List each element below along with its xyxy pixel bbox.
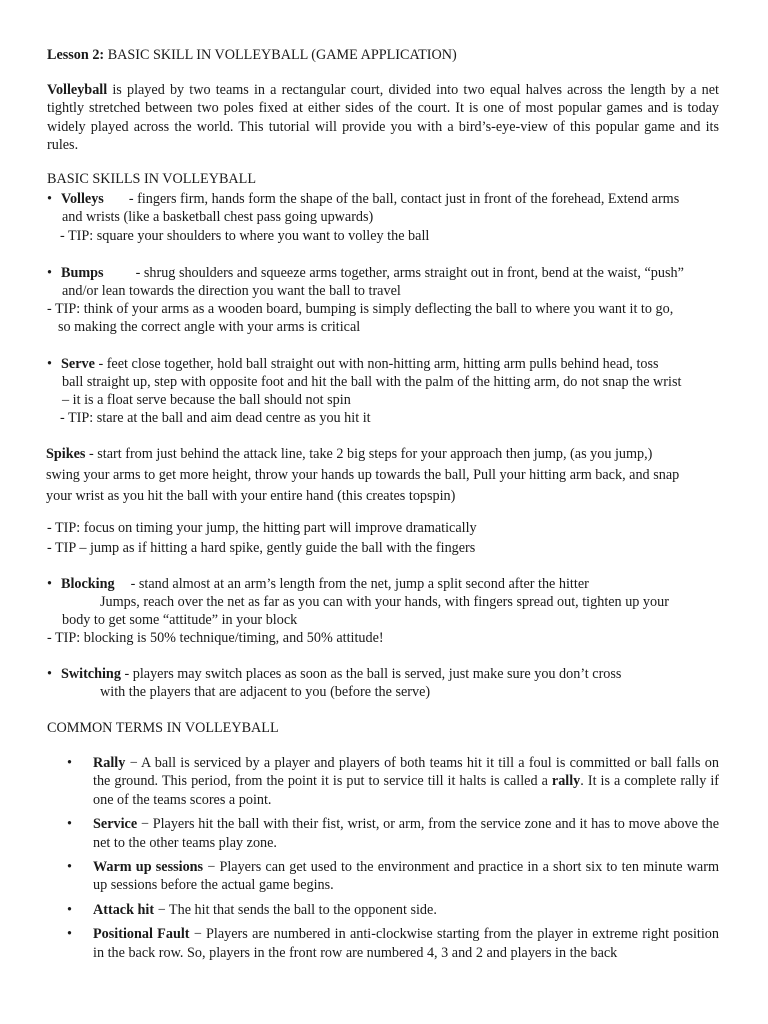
positional-term: Positional Fault [93,926,190,943]
blocking-line-2: Jumps, reach over the net as far as you can with your hands, with fingers spread out, tighten up your [100,594,669,610]
bullet-icon: • [47,576,52,592]
spikes-term: Spikes [46,446,86,462]
bumps-line-1: - shrug shoulders and squeeze arms together, arms straight out in front, bend at the waist, “push” [135,265,684,281]
switching-line-2: with the players that are adjacent to you (before the serve) [100,684,431,700]
volleys-line-2: and wrists (like a basketball chest pass going upwards) [62,209,374,225]
bumps-item [47,264,768,282]
service-term: Service [93,816,138,833]
lesson-title [47,46,768,64]
blocking-item [47,575,768,593]
term-service [67,815,719,852]
term-warmup [67,858,719,895]
rally-term: Rally [93,755,126,771]
service-text: − Players hit the ball with their fist, wrist, or arm, from the service zone and it has to move above the net to the other teams play zone. [93,816,719,851]
switching-item [47,665,768,683]
blocking-line-3: body to get some “attitude” in your block [62,612,298,628]
spikes-tip-2: - TIP – jump as if hitting a hard spike, gently guide the ball with the fingers [47,540,476,556]
intro-paragraph [47,81,719,155]
intro-term: Volleyball [47,82,108,98]
bullet-icon: • [67,859,72,876]
bullet-icon: • [67,755,72,771]
serve-tip: - TIP: stare at the ball and aim dead centre as you hit it [60,410,371,426]
intro-text: is played by two teams in a rectangular court, divided into two equal halves across the length by a net tightly stretched between two poles fixed at either sides of the court. It is one of most popular games and is today widely played across the world. This tutorial will provide you with a bird’s-eye-view of this popular game and its rules. [47,82,719,154]
term-rally [67,754,719,809]
bullet-icon: • [47,265,52,281]
rally-text-1: − A ball is serviced by a player and players of both teams hit it till a foul is committed or ball falls on the ground. This period, from the point it is put to service till it halts is called a [93,755,719,790]
basic-skills-heading: BASIC SKILLS IN VOLLEYBALL [47,171,257,187]
bullet-icon: • [47,666,52,682]
term-positional-fault [67,925,719,962]
bullet-icon: • [67,926,72,943]
bullet-icon: • [47,191,52,207]
bullet-icon: • [67,901,72,918]
common-terms-heading: COMMON TERMS IN VOLLEYBALL [47,720,279,736]
terms-list [67,754,719,962]
serve-term: Serve [61,356,95,372]
bumps-term: Bumps [61,265,104,281]
bumps-tip-1: - TIP: think of your arms as a wooden board, bumping is simply deflecting the ball to where you want it to go, [47,301,674,317]
blocking-line-1: - stand almost at an arm’s length from the net, jump a split second after the hitter [130,576,589,592]
bullet-icon: • [47,356,52,372]
spikes-tip-1: - TIP: focus on timing your jump, the hitting part will improve dramatically [47,520,477,536]
spikes-item [46,445,768,463]
volleys-item [47,190,768,208]
warmup-term: Warm up sessions [93,859,204,876]
lesson-label: Lesson 2: [47,47,105,63]
positional-text: − Players are numbered in anti-clockwise starting from the player in extreme right position in the back row. So, players in the front row are numbered 4, 3 and 2 and players in the back [93,926,719,961]
term-attack-hit [67,901,719,919]
lesson-title-text: BASIC SKILL IN VOLLEYBALL (GAME APPLICATION) [104,47,457,63]
serve-item [47,355,768,373]
serve-line-1: - feet close together, hold ball straight out with non-hitting arm, hitting arm pulls behind head, toss [94,356,659,372]
volleys-tip: - TIP: square your shoulders to where you want to volley the ball [60,228,430,244]
blocking-term: Blocking [61,576,115,592]
warmup-text: − Players can get used to the environment and practice in a short six to ten minute warm up sessions before the actual game begins. [93,859,719,894]
switching-line-1: - players may switch places as soon as the ball is served, just make sure you don’t cross [120,666,622,682]
spikes-line-1: - start from just behind the attack line, take 2 big steps for your approach then jump, (as you jump,) [85,446,653,462]
rally-term-inline: rally [551,773,581,790]
attack-text: − The hit that sends the ball to the opponent side. [154,901,437,918]
volleys-line-1: - fingers firm, hands form the shape of the ball, contact just in front of the forehead, Extend arms [128,191,680,207]
blocking-tip: - TIP: blocking is 50% technique/timing, and 50% attitude! [47,630,384,646]
attack-term: Attack hit [93,901,155,918]
serve-line-2: ball straight up, step with opposite foot and hit the ball with the palm of the hitting arm, do not snap the wrist [62,374,682,390]
serve-line-3: – it is a float serve because the ball should not spin [62,392,351,408]
volleys-term: Volleys [61,191,104,207]
bumps-tip-2: so making the correct angle with your arms is critical [58,319,361,335]
spikes-line-3: your wrist as you hit the ball with your entire hand (this creates topspin) [46,488,456,504]
switching-term: Switching [61,666,121,682]
bumps-line-2: and/or lean towards the direction you want the ball to travel [62,283,401,299]
rally-text-2: . It is a complete rally if one of the teams scores a point. [93,773,719,808]
bullet-icon: • [67,816,72,833]
spikes-line-2: swing your arms to get more height, throw your hands up towards the ball, Pull your hitting arm back, and snap [46,467,680,483]
